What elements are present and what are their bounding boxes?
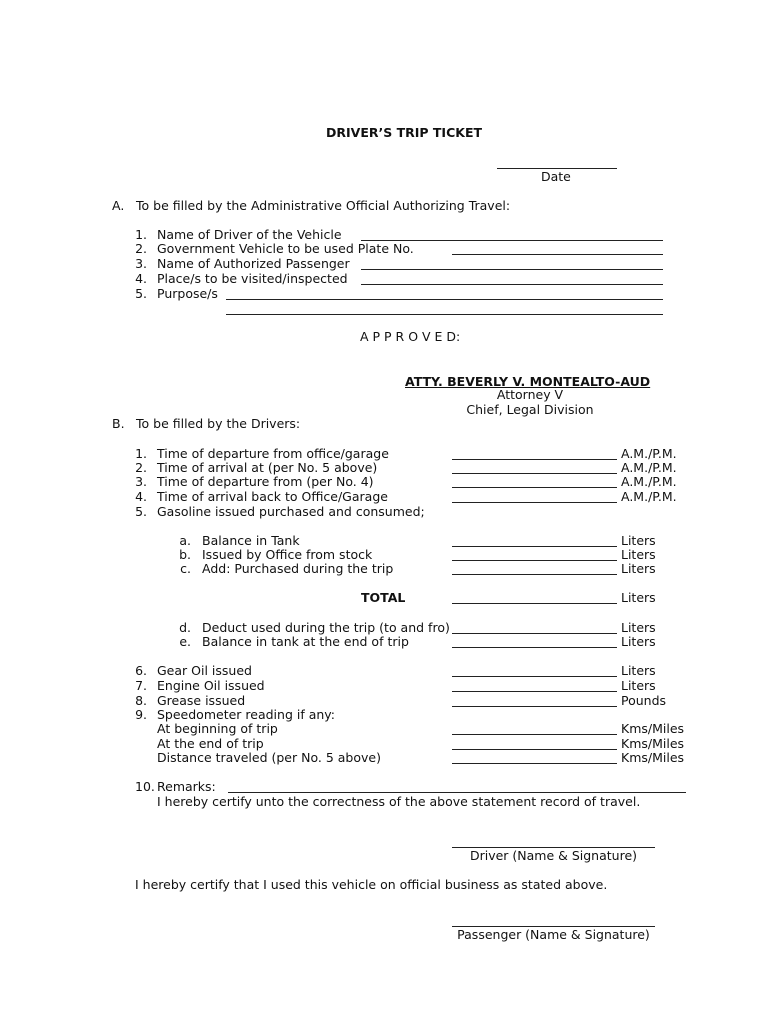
oil-unit: Liters: [621, 678, 656, 693]
remarks-label: Remarks:: [157, 779, 216, 794]
b-arrival-label: Time of arrival at (per No. 5 above): [157, 460, 378, 475]
distance-label: Distance traveled (per No. 5 above): [157, 750, 381, 765]
deduct-unit: Liters: [621, 634, 656, 649]
a-item-num: 3.: [135, 256, 147, 271]
a-purpose-line-2[interactable]: [226, 314, 663, 315]
speedo-end-line[interactable]: [452, 749, 617, 750]
signatory-office: Chief, Legal Division: [466, 402, 594, 417]
oil-item-num: 9.: [135, 707, 147, 722]
a-purpose-line[interactable]: [226, 299, 663, 300]
gear-oil-line[interactable]: [452, 676, 617, 677]
section-a-letter: A.: [112, 198, 125, 213]
a-item-num: 1.: [135, 227, 147, 242]
deduct-used-label: Deduct used during the trip (to and fro): [202, 620, 450, 635]
a-vehicle-plate-line[interactable]: [452, 254, 663, 255]
a-purpose-label: Purpose/s: [157, 286, 218, 301]
a-passenger-label: Name of Authorized Passenger: [157, 256, 350, 271]
oil-item-num: 8.: [135, 693, 147, 708]
gas-issued-label: Issued by Office from stock: [202, 547, 373, 562]
gas-unit: Liters: [621, 561, 656, 576]
grease-line[interactable]: [452, 706, 617, 707]
gas-item-letter: a.: [179, 533, 191, 548]
b-gasoline-label: Gasoline issued purchased and consumed;: [157, 504, 425, 519]
passenger-certify-text: I hereby certify that I used this vehicle on official business as stated above.: [135, 877, 608, 892]
gas-issued-line[interactable]: [452, 560, 617, 561]
gas-unit: Liters: [621, 533, 656, 548]
oil-item-num: 7.: [135, 678, 147, 693]
b-arrival-line[interactable]: [452, 473, 617, 474]
b-departure-office-line[interactable]: [452, 459, 617, 460]
b-departure-from-line[interactable]: [452, 487, 617, 488]
b-unit: A.M./P.M.: [621, 446, 677, 461]
a-item-num: 5.: [135, 286, 147, 301]
b-item-num: 2.: [135, 460, 147, 475]
a-passenger-line[interactable]: [361, 269, 663, 270]
deduct-unit: Liters: [621, 620, 656, 635]
gas-purchased-line[interactable]: [452, 574, 617, 575]
signatory-position: Attorney V: [496, 387, 564, 402]
b-item-num: 5.: [135, 504, 147, 519]
oil-unit: Liters: [621, 663, 656, 678]
date-label: Date: [541, 169, 571, 184]
speedo-unit: Kms/Miles: [621, 750, 685, 765]
balance-end-label: Balance in tank at the end of trip: [202, 634, 409, 649]
speedo-unit: Kms/Miles: [621, 721, 685, 736]
passenger-signature-label: Passenger (Name & Signature): [457, 927, 650, 942]
b-unit: A.M./P.M.: [621, 460, 677, 475]
deduct-item-letter: e.: [179, 634, 191, 649]
engine-oil-line[interactable]: [452, 691, 617, 692]
b-item-num: 1.: [135, 446, 147, 461]
total-unit: Liters: [621, 590, 656, 605]
a-vehicle-plate-label: Government Vehicle to be used Plate No.: [157, 241, 414, 256]
gas-unit: Liters: [621, 547, 656, 562]
driver-signature-label: Driver (Name & Signature): [469, 848, 638, 863]
b-arrival-back-line[interactable]: [452, 502, 617, 503]
a-places-line[interactable]: [361, 284, 663, 285]
a-places-label: Place/s to be visited/inspected: [157, 271, 348, 286]
remarks-line[interactable]: [228, 792, 686, 793]
section-a-heading: To be filled by the Administrative Official Authorizing Travel:: [136, 198, 511, 213]
speedo-begin-line[interactable]: [452, 734, 617, 735]
gas-balance-line[interactable]: [452, 546, 617, 547]
distance-line[interactable]: [452, 763, 617, 764]
deduct-item-letter: d.: [179, 620, 191, 635]
engine-oil-label: Engine Oil issued: [157, 678, 265, 693]
speedo-end-label: At the end of trip: [157, 736, 264, 751]
b-item-num: 3.: [135, 474, 147, 489]
b-unit: A.M./P.M.: [621, 474, 677, 489]
grease-unit: Pounds: [621, 693, 667, 708]
gas-balance-label: Balance in Tank: [202, 533, 300, 548]
remarks-num: 10.: [135, 779, 155, 794]
b-departure-from-label: Time of departure from (per No. 4): [157, 474, 374, 489]
gas-purchased-label: Add: Purchased during the trip: [202, 561, 394, 576]
section-b-heading: To be filled by the Drivers:: [136, 416, 301, 431]
a-item-num: 4.: [135, 271, 147, 286]
a-driver-name-label: Name of Driver of the Vehicle: [157, 227, 342, 242]
a-item-num: 2.: [135, 241, 147, 256]
speedo-unit: Kms/Miles: [621, 736, 685, 751]
b-departure-office-label: Time of departure from office/garage: [157, 446, 389, 461]
total-line[interactable]: [452, 603, 617, 604]
b-unit: A.M./P.M.: [621, 489, 677, 504]
total-label: TOTAL: [361, 590, 406, 605]
approved-label: A P P R O V E D:: [360, 329, 461, 344]
b-item-num: 4.: [135, 489, 147, 504]
gear-oil-label: Gear Oil issued: [157, 663, 252, 678]
oil-item-num: 6.: [135, 663, 147, 678]
gas-item-letter: c.: [180, 561, 191, 576]
driver-certify-text: I hereby certify unto the correctness of the above statement record of travel.: [157, 794, 641, 809]
speedometer-label: Speedometer reading if any:: [157, 707, 335, 722]
deduct-used-line[interactable]: [452, 633, 617, 634]
balance-end-line[interactable]: [452, 647, 617, 648]
section-b-letter: B.: [112, 416, 125, 431]
grease-label: Grease issued: [157, 693, 246, 708]
gas-item-letter: b.: [179, 547, 191, 562]
speedo-begin-label: At beginning of trip: [157, 721, 278, 736]
signatory-name: ATTY. BEVERLY V. MONTEALTO-AUD: [405, 374, 651, 389]
form-title: DRIVER’S TRIP TICKET: [326, 125, 483, 140]
b-arrival-back-label: Time of arrival back to Office/Garage: [157, 489, 388, 504]
